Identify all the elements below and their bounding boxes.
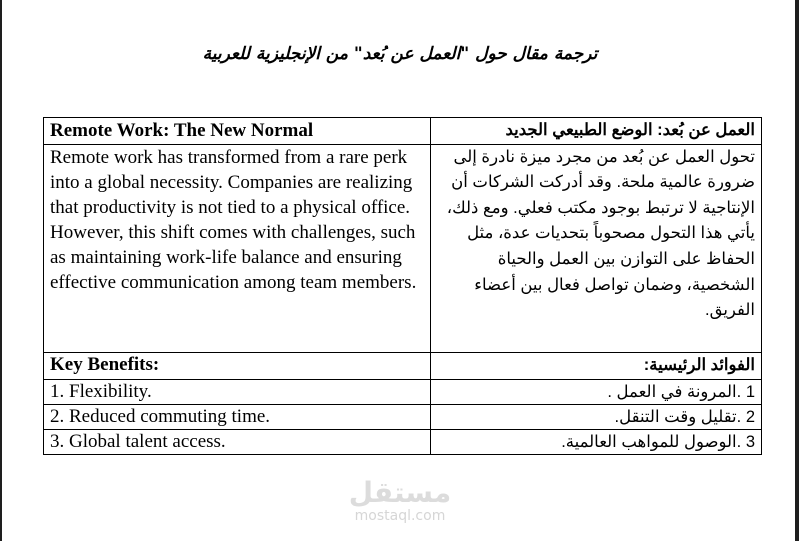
table-row: [44, 379, 762, 404]
arabic-benefit-item: 3 .الوصول للمواهب العالمية.: [431, 429, 762, 454]
english-benefit-item: 1. Flexibility.: [44, 379, 431, 404]
watermark-url: mostaql.com: [354, 508, 446, 524]
watermark-arabic: مستقل: [348, 476, 452, 509]
table-row-body: [44, 144, 762, 352]
english-benefits-heading: Key Benefits:: [44, 352, 431, 379]
window-frame-left: [0, 0, 2, 541]
english-benefit-item: 3. Global talent access.: [44, 429, 431, 454]
arabic-heading: العمل عن بُعد: الوضع الطبيعي الجديد: [431, 118, 762, 145]
table-row: [44, 429, 762, 454]
table-row: [44, 404, 762, 429]
document-title: ترجمة مقال حول "العمل عن بُعد" من الإنجليزية للعربية: [202, 44, 598, 64]
arabic-benefits-heading: الفوائد الرئيسية:: [431, 352, 762, 379]
english-heading: Remote Work: The New Normal: [44, 118, 431, 145]
arabic-benefit-item: 1 .المرونة في العمل .: [431, 379, 762, 404]
window-frame-right: [795, 0, 799, 541]
arabic-paragraph: تحول العمل عن بُعد من مجرد ميزة نادرة إلى ضرورة عالمية ملحة. وقد أدركت الشركات أن الإنتاجية لا ترتبط بوجود مكتب فعلي. ومع ذلك، يأتي هذا التحول مصحوباً بتحديات عدة، مثل الحفاظ على التوازن بين العمل والحياة الشخصية، وضمان تواصل فعال بين أعضاء الفريق.: [431, 144, 762, 352]
arabic-benefit-item: 2 .تقليل وقت التنقل.: [431, 404, 762, 429]
watermark-logo: [340, 478, 460, 524]
table-row-header: [44, 118, 762, 145]
table-row-benefits-heading: [44, 352, 762, 379]
english-benefit-item: 2. Reduced commuting time.: [44, 404, 431, 429]
translation-table: [43, 117, 762, 455]
english-paragraph: Remote work has transformed from a rare perk into a global necessity. Companies are realizing that productivity is not tied to a physical office. However, this shift comes with challenges, such as maintaining work-life balance and ensuring effective communication among team members.: [44, 144, 431, 352]
